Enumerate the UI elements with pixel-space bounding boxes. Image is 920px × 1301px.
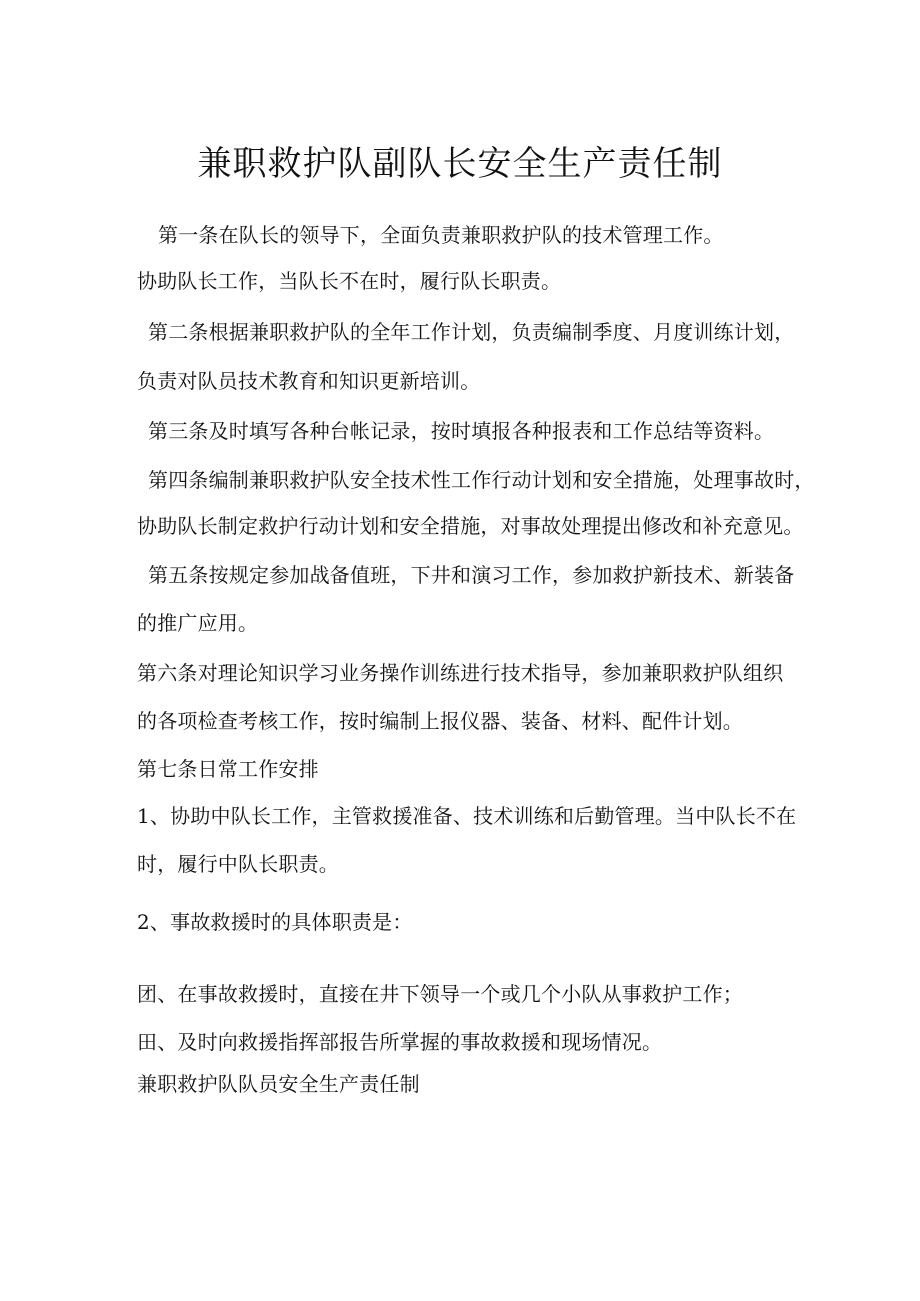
paragraph-line: 负责对队员技术教育和知识更新培训。	[137, 369, 481, 393]
paragraph-line: 第五条按规定参加战备值班，下井和演习工作，参加救护新技术、新装备	[148, 563, 795, 587]
paragraph-line: 第四条编制兼职救护队安全技术性工作行动计划和安全措施，处理事故时，	[148, 468, 815, 492]
paragraph-line: 第三条及时填写各种台帐记录，按时填报各种报表和工作总结等资料。	[148, 419, 775, 443]
paragraph-line: 协助队长制定救护行动计划和安全措施，对事故处理提出修改和补充意见。	[137, 514, 804, 538]
document-title: 兼职救护队副队长安全生产责任制	[197, 144, 723, 184]
paragraph-line: 兼职救护队队员安全生产责任制	[137, 1072, 420, 1096]
paragraph-line: 团、在事故救援时，直接在井下领导一个或几个小队从事救护工作；	[137, 982, 743, 1006]
paragraph-line: 1、协助中队长工作，主管救援准备、技术训练和后勤管理。当中队长不在	[137, 804, 797, 828]
paragraph-line: 第七条日常工作安排	[137, 757, 319, 781]
paragraph-line: 第一条在队长的领导下，全面负责兼职救护队的技术管理工作。	[158, 223, 724, 247]
paragraph-line: 2、事故救援时的具体职责是：	[137, 910, 413, 934]
paragraph-line: 第六条对理论知识学习业务操作训练进行技术指导，参加兼职救护队组织	[137, 661, 784, 685]
paragraph-line: 协助队长工作，当队长不在时，履行队长职责。	[137, 269, 562, 293]
paragraph-line: 时，履行中队长职责。	[137, 852, 339, 876]
paragraph-line: 田、及时向救援指挥部报告所掌握的事故救援和现场情况。	[137, 1030, 663, 1054]
paragraph-line: 第二条根据兼职救护队的全年工作计划，负责编制季度、月度训练计划，	[148, 320, 795, 344]
paragraph-line: 的各项检查考核工作，按时编制上报仪器、装备、材料、配件计划。	[137, 709, 743, 733]
paragraph-line: 的推广应用。	[137, 611, 259, 635]
